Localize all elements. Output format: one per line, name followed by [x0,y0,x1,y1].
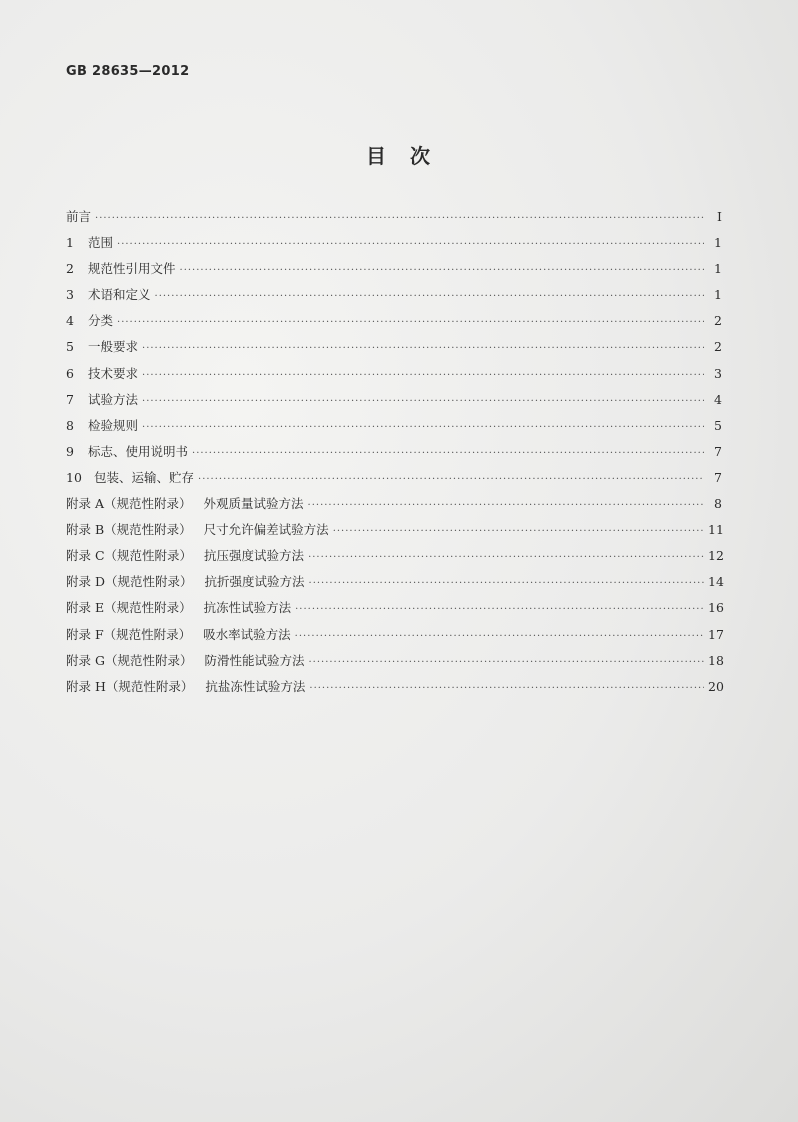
appendix-title: 尺寸允许偏差试验方法 [203,522,329,538]
toc-entry-title: 术语和定义 [88,287,151,303]
appendix-page: 11 [708,522,724,538]
toc-entry-page: 1 [714,261,722,277]
appendix-title: 抗冻性试验方法 [203,600,292,616]
toc-entry-title: 范围 [88,235,114,251]
toc-appendix-g[interactable] [66,648,722,674]
appendix-title: 防滑性能试验方法 [204,652,305,668]
appendix-label: 附录 B（规范性附录） [66,522,192,538]
toc-entry-marking[interactable] [66,439,722,465]
toc-entry-page: 7 [714,443,722,459]
toc-entry-terms[interactable] [66,282,722,308]
toc-entry-number: 10 [66,469,82,485]
dot-leader [333,519,704,545]
toc-entry-title: 规范性引用文件 [88,261,176,277]
dot-leader [308,545,704,571]
toc-entry-number: 8 [66,417,74,433]
appendix-page: 8 [714,496,722,512]
dot-leader [142,363,704,389]
toc-entry-number: 7 [66,391,74,407]
toc-entry-scope[interactable] [66,230,722,256]
dot-leader [117,310,704,336]
toc-entry-title: 一般要求 [88,339,139,355]
toc-entry-page: 3 [714,365,722,381]
toc-entry-page: Ⅰ [717,209,722,224]
appendix-label: 附录 F（规范性附录） [66,626,192,642]
toc-appendix-b[interactable] [66,517,722,543]
dot-leader [142,415,704,441]
dot-leader [309,571,704,597]
appendix-page: 17 [708,626,724,642]
standard-code: GB 28635—2012 [66,64,190,79]
toc-entry-title: 试验方法 [88,391,139,407]
appendix-title: 吸水率试验方法 [203,626,291,642]
dot-leader [308,493,704,519]
dot-leader [142,389,704,415]
appendix-label: 附录 G（规范性附录） [66,652,193,668]
toc-entry-inspection-rules[interactable] [66,413,722,439]
toc-entry-technical-requirements[interactable] [66,361,722,387]
toc-entry-title: 包装、运输、贮存 [94,469,195,485]
table-of-contents [66,204,722,700]
dot-leader [308,650,704,676]
appendix-title: 抗折强度试验方法 [204,574,305,590]
toc-entry-page: 2 [714,313,722,329]
toc-entry-classification[interactable] [66,308,722,334]
toc-appendix-d[interactable] [66,569,722,595]
toc-entry-number: 5 [66,339,74,355]
dot-leader [95,206,704,232]
dot-leader [180,258,704,284]
appendix-title: 抗盐冻性试验方法 [205,678,306,694]
appendix-title: 抗压强度试验方法 [204,548,305,564]
toc-entry-page: 2 [714,339,722,355]
toc-entry-test-methods[interactable] [66,387,722,413]
toc-entry-number: 4 [66,313,74,329]
toc-entry-page: 7 [714,469,722,485]
dot-leader [295,624,704,650]
toc-appendix-h[interactable] [66,674,722,700]
appendix-page: 20 [708,678,724,694]
toc-entry-number: 9 [66,443,74,459]
appendix-page: 18 [708,652,724,668]
toc-entry-number: 3 [66,287,74,303]
dot-leader [192,441,704,467]
appendix-label: 附录 C（规范性附录） [66,548,193,564]
toc-entry-title: 前言 [66,209,92,224]
appendix-label: 附录 H（规范性附录） [66,678,194,694]
appendix-label: 附录 E（规范性附录） [66,600,192,616]
toc-entry-number: 6 [66,365,74,381]
toc-appendix-a[interactable] [66,491,722,517]
toc-entry-title: 分类 [88,313,114,329]
appendix-page: 14 [708,574,724,590]
appendix-title: 外观质量试验方法 [203,496,304,512]
toc-entry-page: 5 [714,417,722,433]
dot-leader [142,336,704,362]
dot-leader [155,284,704,310]
toc-entry-title: 检验规则 [88,417,139,433]
appendix-label: 附录 A（规范性附录） [66,496,192,512]
toc-entry-page: 4 [714,391,722,407]
toc-entry-foreword[interactable] [66,204,722,230]
toc-entry-number: 1 [66,235,74,251]
dot-leader [198,467,704,493]
toc-entry-normative-references[interactable] [66,256,722,282]
appendix-page: 12 [708,548,724,564]
toc-title: 目 次 [366,144,432,168]
toc-entry-page: 1 [714,235,722,251]
toc-entry-packaging[interactable] [66,465,722,491]
dot-leader [117,232,704,258]
toc-entry-number: 2 [66,261,74,277]
toc-entry-general-requirements[interactable] [66,334,722,360]
toc-entry-title: 技术要求 [88,365,139,381]
toc-entry-page: 1 [714,287,722,303]
dot-leader [295,597,704,623]
toc-entry-title: 标志、使用说明书 [88,443,189,459]
dot-leader [309,676,704,702]
toc-appendix-c[interactable] [66,543,722,569]
appendix-page: 16 [708,600,724,616]
toc-appendix-e[interactable] [66,595,722,621]
appendix-label: 附录 D（规范性附录） [66,574,193,590]
toc-appendix-f[interactable] [66,622,722,648]
